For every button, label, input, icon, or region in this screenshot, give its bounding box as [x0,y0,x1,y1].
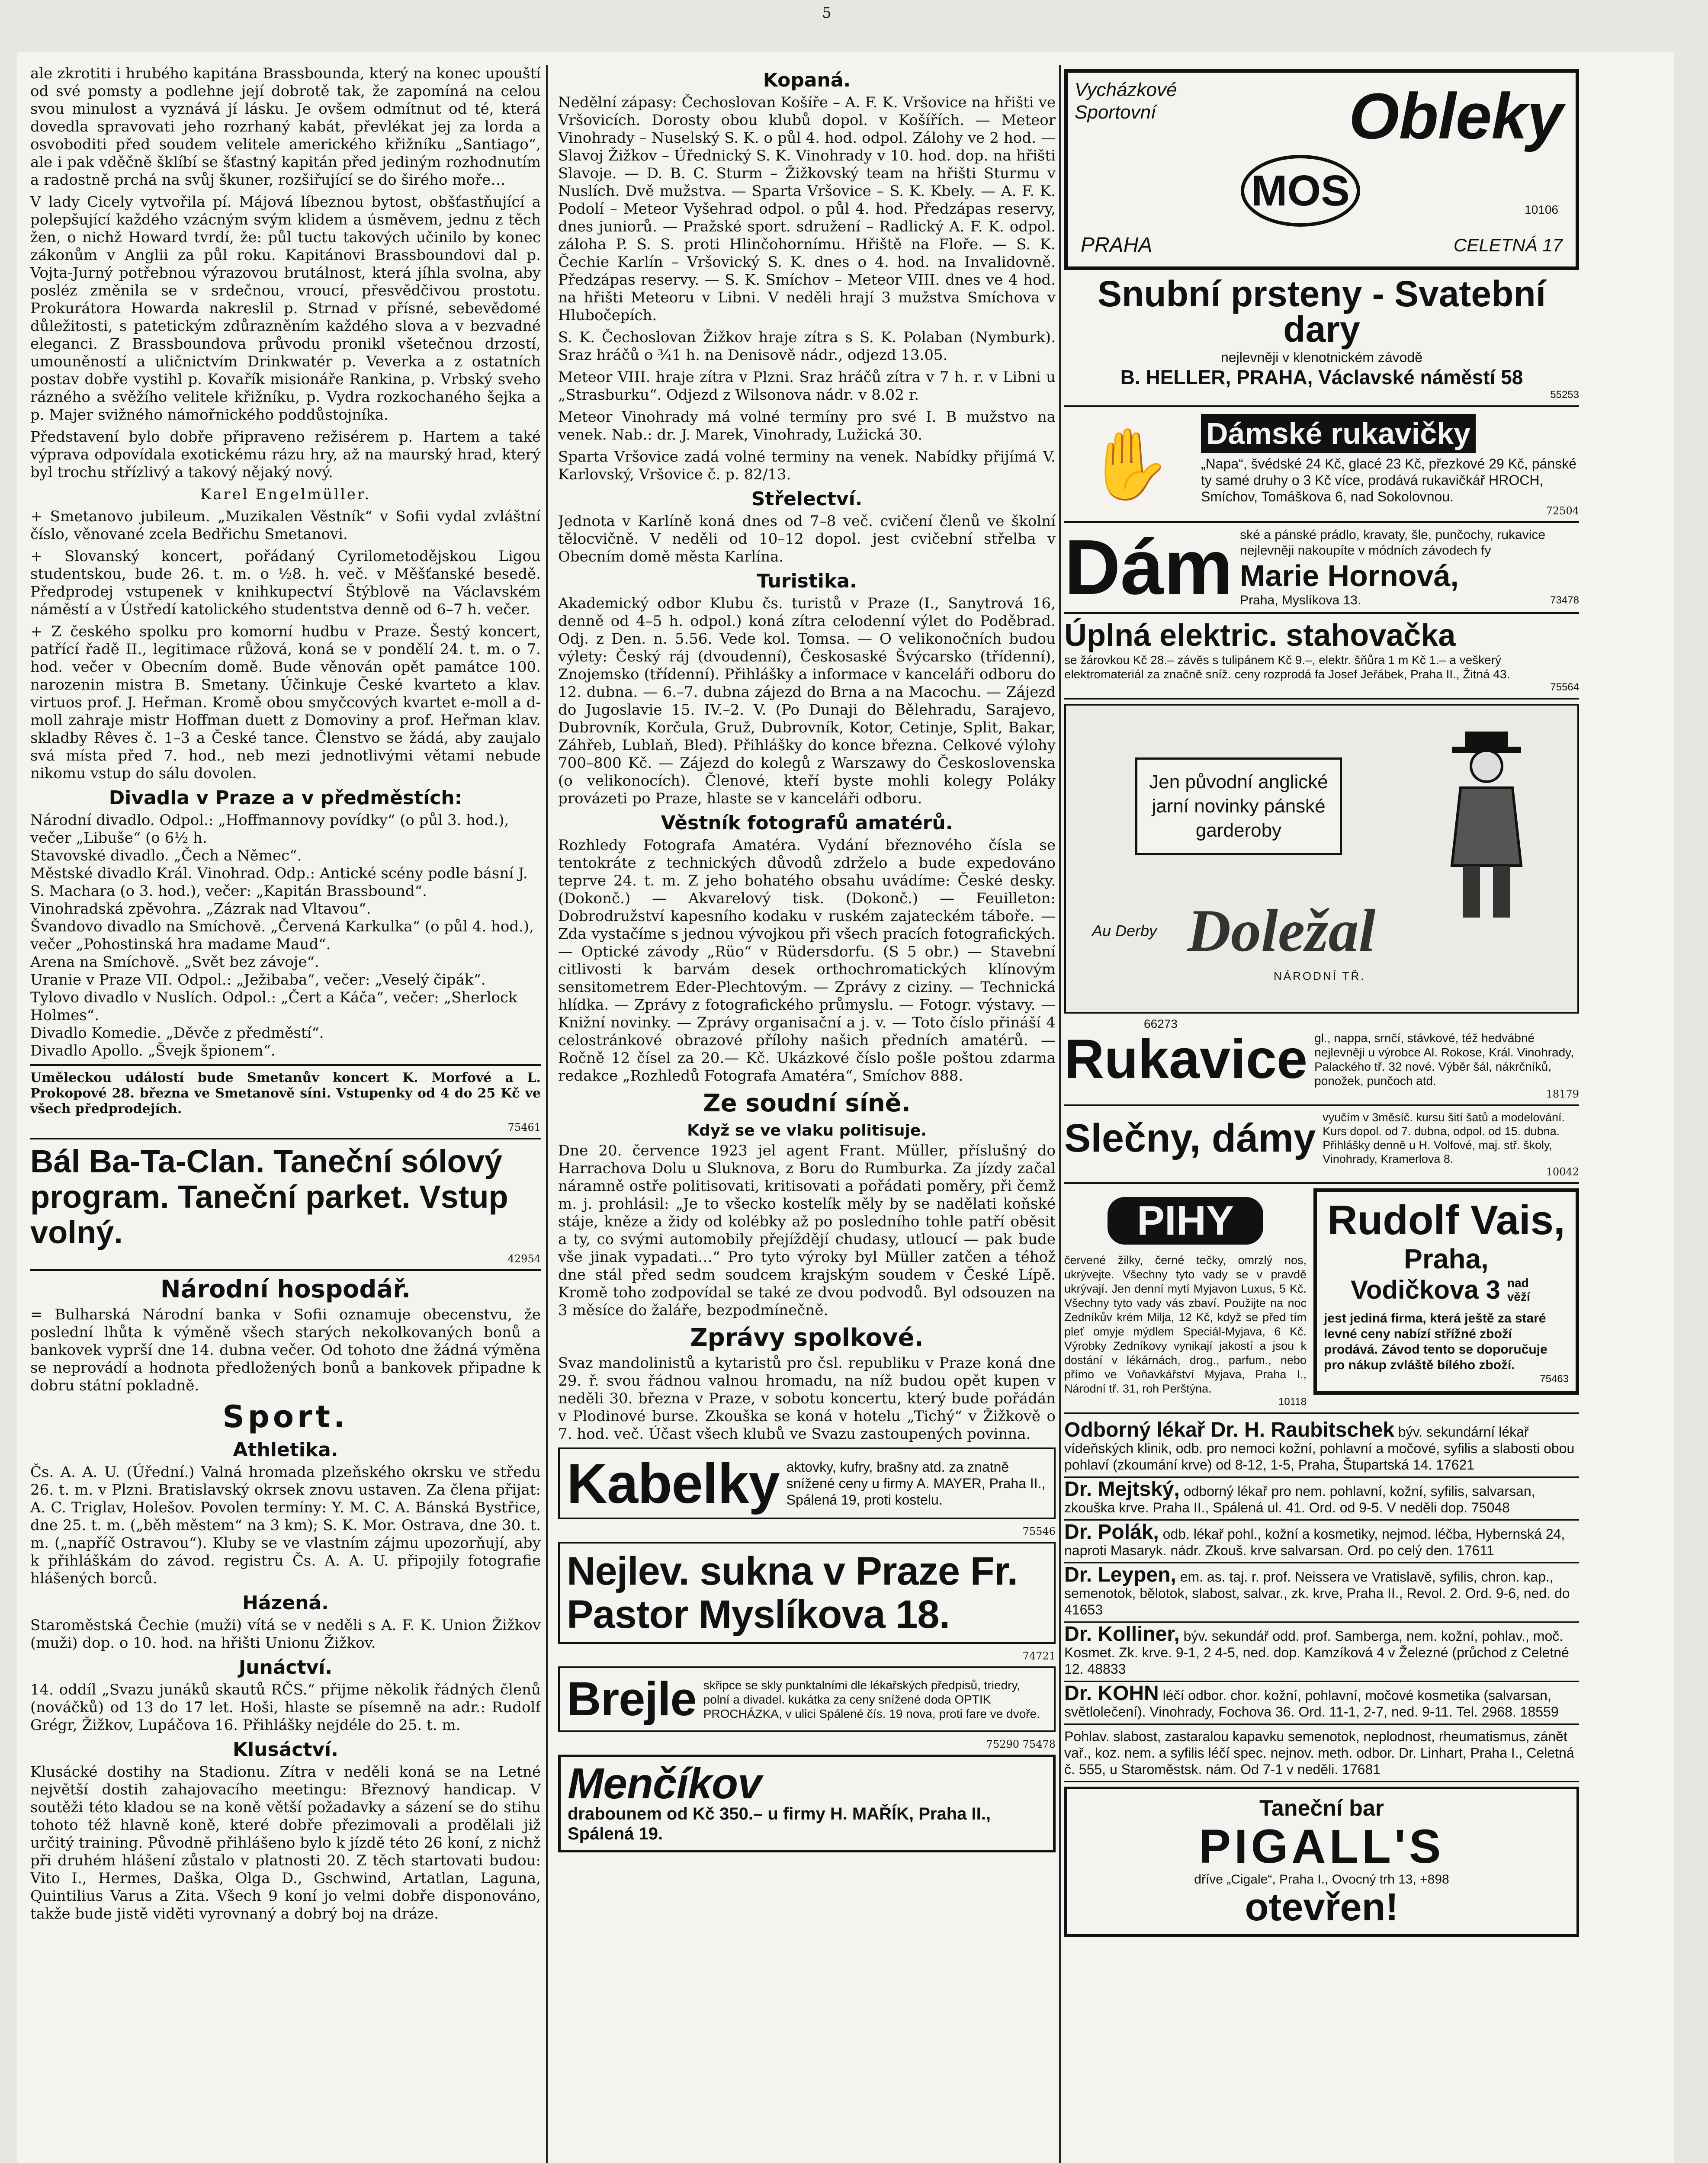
concert-notice: Uměleckou událostí bude Smetanův koncert K. Morfové a L. Prokopové 28. března ve Smetanově síni. Vstupenky od 4 do 25 Kč ve všech předprodejích. [30,1070,541,1117]
ad-title: Doležal [1187,897,1376,964]
obleky-ad [1064,69,1579,270]
doctor-ad [1064,1563,1579,1623]
ad-title: Obleky [1348,80,1563,152]
handball-heading: Házená. [242,1592,329,1614]
lamp-ad [1064,618,1579,693]
ad-side: nad věží [1507,1276,1530,1303]
shooting-text: Jednota v Karlíně koná dnes od 7–8 več. cvičení členů ve školní tělocvičně. V neděli od 10–12 dopol. jest cvičební střelba v Obecním domě města Karlína. [558,513,1056,565]
ad-number: 73478 [1550,594,1579,606]
football-text: S. K. Čechoslovan Žižkov hraje zítra s S. K. Polaban (Nymburk). Sraz hráčů o ¾1 h. na Denisově nádr., odjezd 13.05. [558,329,1056,364]
newspaper-page [17,4,1674,2163]
pastor-ad [558,1542,1056,1644]
ad-number: 75048 [1471,1500,1510,1515]
divider [30,1138,541,1139]
ad-number: 48833 [1087,1661,1126,1677]
football-text: Meteor VIII. hraje zítra v Plzni. Sraz hráčů zítra v 7 h. r. v Libni u „Strasburku“. Odjezd z Wilsonova nádr. v 8.02 r. [558,369,1056,404]
ad-title: Menčíkov [568,1759,761,1808]
ad-number: 18179 [1546,1088,1579,1100]
sport-heading: Sport. [222,1399,349,1435]
ad-title: Snubní prsteny - Svatební dary [1097,273,1546,350]
football-text: Meteor Vinohrady má volné termíny pro své I. B mužstvo na venek. Nab.: dr. J. Marek, Vinohrady, Lužická 30. [558,408,1056,443]
ad-title: Dámské rukavičky [1201,414,1476,453]
news-item: + Smetanovo jubileum. „Muzikalen Věstník“ v Sofii vydal zvláštní číslo, věnované zcela Bedřichu Smetanovi. [30,508,541,543]
trotting-text: Klusácké dostihy na Stadionu. Zítra v neděli koná se na Letné největší dostih zahajovacího meetingu: Březnový handicap. V soutěži této kladou se na koně větší požadavky a sázení se do stihu tohoto též hlavně koně, které dobře přezimovali a prodělali již určitý training. Původně přihlášeno bylo k jízdě této 26 koní, z nichž při druhém hlášení zůstalo v platnosti 20. Z těch startovati budou: Vito I., Hermes, Daška, Olga D., Gschwind, Artatlan, Laguna, Quintilius Varus a Zita. Všech 9 koní jo velmi dobře disponováno, takže bude jistě viděti vyrovnaný a dobrý boj na dráze. [30,1763,541,1922]
ad-text: dříve „Cigale“, Praha I., Ovocný trh 13, +898 [1194,1872,1449,1887]
clubs-heading: Zprávy spolkové. [690,1324,924,1352]
ad-tagline: Vycházkové Sportovní [1075,79,1177,123]
linhart-ad [1064,1725,1579,1782]
ad-text: se žárovkou Kč 28.– závěs s tulipánem Kč 9.–, elektr. šňůra 1 m Kč 1.– a veškerý elektromateriál za značně sníž. ceny rozprodá fa Josef Jeřábek, Praha II., Žitná 43. [1064,653,1510,681]
doctor-text: býv. sekundární lékař vídeňských klinik, odb. pro nemoci kožní, pohlavní a močové, syfilis a slabosti obou pohlaví (zkoumání krve) od 8-12, 1-5, Praha, Štupartská 14. [1064,1424,1575,1473]
doctor-ad [1064,1623,1579,1682]
ad-text: červené žilky, černé tečky, omrzlý nos, ukrývejte. Všechny tyto vady se v pravdě ukrývají. Jen denní mytí Myjavon Luxus, 5 Kč. Všechny tyto vady vás zbaví. Použijte na noc Zedníkův krém Milja, 12 Kč, když se před tím pleť omyje mýdlem Speciál-Myjava, 6 Kč. Výrobky Zedníkovy vynikají jakostí a jsou k dostání v lékárnách, drog., parfum., nebo přímo ve Voňavkářství Myjava, Praha I., Národní tř. 31, roh Perštýna. [1064,1254,1307,1395]
theatre-item: Uranie v Praze VII. Odpol.: „Ježibaba“, večer: „Veselý čipák“. [30,971,486,988]
rokos-ad [1064,1028,1579,1090]
ad-text: vyučím v 3měsíč. kursu šití šatů a modelování. Kurs dopol. od 7. dubna, odpol. od 15. dubna. Přihlášky denně u H. Volfové, maj. stř. školy, Vinohrady, Kramerlova 8. [1323,1111,1565,1165]
doctor-name: Dr. Mejtský, [1064,1478,1180,1501]
football-text: Nedělní zápasy: Čechoslovan Košíře – A. F. K. Vršovice na hřišti ve Vršovicích. Dorosty obou klubů dopol. v Košířích. — Meteor Vinohrady – Nuselský S. K. o půl 4. hod. odpol. Zálohy ve 2 hod. — Slavoj Žižkov – Úřednický S. K. Vinohrady v 10. hod. dop. na hřišti Slavoje. — D. B. C. Sturm – Žižkovský team na hřišti Sturmu v Nuslích. Dvě mužstva. — Sparta Vršovice – S. K. Kbely. — A. F. K. Podolí – Meteor Vyšehrad odpol. o půl 4. hod. Předzápas reservy, dnes juniorů. — Pražské sport. sdružení – Radlický A. F. K. odpol. záloha P. S. S. proti Hlinčohornímu. Hřiště na Floře. — S. K. Čechie Karlín – Vršovický S. K. dnes o 4. hod. na Invalidovně. Předzápas reservy. — S. K. Smíchov – Meteor VIII. dnes ve 4 hod. na hřišti Meteoru v Libni. V neděli hrají 3 mužstva Smíchova v Hlubočepích. [558,94,1056,324]
page-mark: 5 [822,4,832,22]
divider [1064,405,1579,407]
divider [30,1064,541,1066]
ad-address: B. HELLER, PRAHA, Václavské náměstí 58 [1120,366,1523,388]
theatre-list [30,812,541,1060]
pihy-ad [1064,1188,1307,1408]
ad-number: 18559 [1520,1704,1559,1720]
ad-number: 75546 [1022,1525,1056,1537]
theatre-item: Národní divadlo. Odpol.: „Hoffmannovy povídky“ (o půl 3. hod.), večer „Libuše“ (o 6½ h. [30,812,509,847]
ad-title: PIHY [1108,1197,1263,1245]
ad-number: 75461 [507,1121,541,1133]
handball-text: Staroměstská Čechie (muži) vítá se v neděli s A. F. K. Union Žižkov (muži) dop. o 10. hod. na hřišti Unionu Žižkov. [30,1617,541,1652]
economy-text: = Bulharská Národní banka v Sofii oznamuje obecenstvu, že poslední lhůta k výměně všech starých nekolkovaných bonů a bankovek vyprší dne 14. dubna večer. Od tohoto dne žádná výměna se neprovádí a hodnota předložených bonů a bankovek připadne k dobru státní pokladně. [30,1306,541,1394]
ad-number: 10118 [1278,1396,1307,1408]
theatre-item: Divadlo Apollo. „Švejk špionem“. [30,1042,276,1059]
mencikov-ad [558,1755,1056,1852]
football-text: Sparta Vršovice zadá volné terminy na venek. Nabídky přijímá V. Karlovský, Vršovice č. p. 82/13. [558,448,1056,483]
ad-title: PIGALL'S [1199,1820,1445,1873]
left-column [30,65,541,1927]
court-subheading: Když se ve vlaku politisuje. [687,1122,927,1139]
economy-heading: Národní hospodář. [160,1275,411,1303]
review-text: V lady Cicely vytvořila pí. Májová líbeznou bytost, obšťastňující a polepšující každého vzácným svým klidem a úsměvem, jednu z těch žen, o nichž Howard tvrdí, že: půl tuctu takových učinilo by konec zákonům v Anglii za půl roku. Kapitánovi Brassboundovi dal p. Vojta-Jurný potřebnou výrazovou brutálnost, která jíhla svolna, aby posléz změnila se v srdečnou, vroucí, přesvědčivou prostotu. Prokurátora Howarda nakreslil p. Strnad v přísné, sebevědomé důležitosti, s patetickým zdůrazněním každého slova a v bezvadné eleganci. Z Brassboundova průvodu pronikl všetečnou drzostí, umouněností a uličnictvím Drinkwatér p. Veverka a z ostatních postav dobře vystihl p. Kovařík misionáře Rankina, p. Vrbský sveho rázného a svěžího velitele křižníku, p. Vydra rozkochaného šejka a p. Majer svižného námořnického poddůstojníka. [30,193,541,424]
trotting-heading: Klusáctví. [233,1739,338,1761]
doctor-text: býv. sekundář odd. prof. Samberga, nem. kožní, pohlav., moč. Kosmet. Zk. krve. 9-1, 2 4-5, ned. dop. Kamzíková 4 v Železné (průchod z Celetné 12. [1064,1628,1569,1677]
photo-text: Rozhledy Fotografa Amatéra. Vydání březnového čísla se tentokráte z technických důvodů zdrželo a bude expedováno teprve 24. t. m. Z jeho bohatého obsahu uvádíme: České desky. (Dokonč.) — Akvarelový tisk. (Dokonč.) — Feuilleton: Dobrodružství kapesního kodaku v ruském zajateckém táboře. — Zda vystačíme s jednou vývojkou při všech pracích fotografických. — Optické závody „Rüo“ v Rüdersdorfu. (S 5 obr.) — Stavební citlivosti k barvám desek orthochromatických klínovým sensitometrem Eder-Plechtovým. — Zprávy z ciziny. — Technická hlídka. — Zprávy z fotografického průmyslu. — Fotogr. výstavy. — Knižní novinky. — Zprávy organisační a j. v. — Toto číslo přináší 4 celostránkové obrazové přílohy našich předních amatérů. — Ročně 12 čísel za 20.— Kč. Ukázkové číslo pošle poštou zdarma redakce „Rozhledů Fotografa Amatéra“, Smíchov 888. [558,837,1056,1085]
ad-open: otevřen! [1245,1886,1399,1929]
mos-logo: MOS [1241,155,1360,227]
ad-address: Praha, Myslíkova 13. [1240,593,1361,607]
ads-pair [1064,1188,1579,1408]
theatre-item: Divadlo Komedie. „Děvče z předměstí“. [30,1024,324,1042]
theatre-item: Vinohradská zpěvohra. „Zázrak nad Vltavou“. [30,900,371,918]
news-item: + Z českého spolku pro komorní hudbu v Praze. Šestý koncert, patřící řadě II., legitimace růžová, koná se v pondělí 24. t. m. o 7. hod. večer v Obecním domě. Bude věnován opět památce 100. narozenin mistra B. Smetany. Účinkuje České kvarteto a klav. virtuos prof. J. Heřman. Kromě obou smyčcových kvartet e-moll a d-moll zahraje mistr Hoffman duett z Domoviny a prof. Heřman klav. skladby Rêves č. 1–3 a České tance. Členstvo se žádá, aby zaujalo svá místa před 7. hod., neb mezi jednotlivými větami nebude nikomu vstup do sálu dovolen. [30,623,541,782]
ad-text: drabounem od Kč 350.– u firmy H. MAŘÍK, Praha II., Spálená 19. [568,1804,991,1843]
vais-ad [1313,1188,1579,1395]
brejle-ad [558,1666,1056,1732]
ad-number: 75290 75478 [986,1738,1056,1750]
doctor-ad [1064,1418,1579,1478]
doctor-ad [1064,1521,1579,1563]
ad-text: aktovky, kufry, brašny atd. za znatně snížené ceny u firmy A. MAYER, Praha II., Spálená 19, proti kostelu. [786,1459,1046,1508]
column-rule [546,65,548,2163]
athletics-text: Čs. A. A. U. (Úřední.) Valná hromada plzeňského okrsku ve středu 26. t. m. v Plzni. Bratislavský okrsek znovu ustaven. Za člena přijat: A. C. Triglav, Holešov. Povolen termíny: Y. M. C. A. Bánská Bystřice, dne 25. t. m. („běh městem“ na 3 km); S. K. Mor. Ostrava, dne 30. t. m. („napříč Ostravou“). Kluby se ve vlastním zájmu upozorňují, aby k přihláškám do závod. registru Čs. A. A. U. připojily fotografie hlášených borců. [30,1463,541,1587]
divider [30,1269,541,1271]
tourism-text: Akademický odbor Klubu čs. turistů v Praze (I., Sanytrová 16, denně od 4–5 h. odpol.) koná zítra celodenní výlet do Poděbrad. Odj. z Den. n. 5.56. Vede kol. Tomsa. — O velikonočních budou výlety: Český ráj (dvoudenní), Českosaské Švýcarsko (třídenní), Znojemsko (třídenní). Přihlášky a informace v kanceláři odboru do 12. dubna. — 6.–7. dubna zájezd do Brna a na Macochu. — Zájezd do Jugoslavie 15. IV.–2. V. (Po Dunaji do Bělehradu, Sarajevo, Dubrovník, Korčula, Gruž, Dubrovník, Kotor, Cetinje, Split, Bakar, Záhřeb, Lublaň, Bled). Přihlášky do konce března. Celkové výlohy 700–800 Kč. — Zájezd do kolegů z Warszawy do Československa (o velikonocích). Členové, kteří byste mohli kolegy Poláky provázeti po Praze, hlaste se v kanceláři odboru. [558,595,1056,807]
doctor-ad [1064,1478,1579,1521]
tourism-heading: Turistika. [757,570,857,592]
ad-text: gl., nappa, srnčí, stávkové, též hedvábné nejlevněji u výrobce Al. Rokose, Král. Vinohrady, Palackého tř. 32 nové. Výběr šál, nákrčníků, ponožek, punčoch atd. [1314,1031,1574,1088]
doctor-text: odborný lékař pro nem. pohlavní, kožní, syfilis, salvarsan, zkouška krve. Praha II., Spálená ul. 41. Ord. od 9-5. V neděli dop. [1064,1483,1535,1515]
athletics-heading: Athletika. [233,1439,338,1461]
divider [1064,1104,1579,1106]
ad-sub: Au Derby [1092,922,1157,940]
ad-text: nejlevněji v klenotnickém závodě [1220,350,1423,365]
ad-address: CELETNÁ 17 [1453,235,1563,255]
photo-heading: Věstník fotografů amatérů. [661,812,953,834]
volfova-ad [1064,1110,1579,1166]
ad-address: NÁRODNÍ TŘ. [1274,969,1366,982]
ad-text: jest jediná firma, která ještě za staré levné ceny nabízí střížné zboží prodává. Závod tento se doporučuje pro nákup zvláště bílého zboží. [1324,1311,1547,1372]
ad-number: 10106 [1525,203,1558,216]
gloves-icon: ✋ [1086,424,1172,504]
review-text: ale zkrotiti i hrubého kapitána Brassbounda, který na konec upouští od své pomsty a podlehne její dobrotě tak, že zapomíná na celou svou minulost a vyznává jí lásku. Je ovšem odmítnut od té, která dovedla spravovati jeho rozrhaný kabát, převlékat jej za lorda a osvoboditi před soudem velitele amerického křižníku „Santiago“, ale i pak vděčně šklíbí se šťastný kapitán před jediným rozhodnutím a radostně prchá na svůj škuner, rozšiřující se do širého moře… [30,65,541,189]
divider [1064,612,1579,614]
ad-title: Úplná elektric. stahovačka [1064,618,1456,653]
ad-city: PRAHA [1081,234,1153,257]
doctor-text: em. as. taj. r. prof. Neissera ve Vratislavě, syfilis, chron. kap., semenotok, bělotok, slabost, salvar., zk. krve, Praha II., Revol. 2. Ord. 9-6, ned. do [1064,1569,1570,1601]
ad-number: 17681 [1342,1762,1381,1777]
hornova-ad [1064,524,1579,611]
ad-address: Vodičkova 3 [1351,1275,1500,1304]
ad-number: 42954 [507,1253,541,1265]
gentleman-figure-icon [1422,723,1551,922]
ad-slogan: Jen původní anglické jarní novinky pánské garderoby [1135,757,1342,855]
middle-column [558,65,1056,1858]
clubs-text: Svaz mandolinistů a kytaristů pro čsl. republiku v Praze koná dne 29. ř. svou řádnou valnou hromadu, na níž budou opět kupen v neděli 30. března v Praze, v sobotu koncertu, který bude pořádán v Plodinové burse. Zkouška se koná v hotelu „Tichý“ v Žižkově o 7. hod. več. Účast všech klubů ve Svazu zastoupených povinna. [558,1354,1056,1443]
football-heading: Kopaná. [763,69,851,91]
scouting-text: 14. oddíl „Svazu junáků skautů RČS.“ přijme několik řádných členů (nováčků) od 13 do 17 let. Hoši, hlaste se písemně na adr.: Rudolf Grégr, Žižkov, Lupáčova 16. Přihlášky nejdéle do 25. t. m. [30,1681,541,1734]
bataclan-ad: Bál Ba-Ta-Clan. Taneční sólový program. Taneční parket. Vstup volný. [30,1143,508,1250]
ad-title: Kabelky [567,1452,780,1515]
ad-name: Marie Hornová, [1240,559,1459,593]
divider [1064,1182,1579,1184]
theatre-item: Arena na Smíchově. „Svět bez závoje“. [30,953,319,971]
theatre-item: Městské divadlo Král. Vinohrad. Odp.: Antické scény podle básní J. S. Machara (o 3. hod.), večer: „Kapitán Brassbound“. [30,865,528,900]
ad-text: „Napa“, švédské 24 Kč, glacé 23 Kč, přezkové 29 Kč, pánské ty samé druhy o 3 Kč více, prodává rukavičkář HROCH, Smíchov, Tomáškova 6, nad Sokolovnou. [1201,456,1577,504]
ad-number: 41653 [1064,1602,1103,1617]
wedding-rings-ad [1064,273,1579,401]
ad-title: Rudolf Vais, [1327,1197,1565,1243]
court-heading: Ze soudní síně. [703,1089,911,1117]
kabelky-ad [558,1447,1056,1519]
ad-number: 55253 [1550,389,1579,401]
gloves-ad [1064,411,1579,517]
divider [1064,698,1579,700]
ad-text: skřipce se skly punktalními dle lékařských předpisů, triedry, polní a divadel. kukátka za ceny snížené doda OPTIK PROCHÁZKA, v ulici Spálené čís. 19 nova, proti fare ve dvoře. [703,1678,1040,1720]
court-text: Dne 20. července 1923 jel agent Frant. Müller, příslušný do Harrachova Dolu u Sluknova, z Boru do Rumburka. Za jízdy začal náramně ostře politisovati, kritisovati a pořádati poměry, při čemž m. j. prohlásil: „Je to všecko kostelík měly by se nadělati koňské stáje, kněze a židy od kolébky až po posledního tohle patří oběsit a ty, co svými automobily přejíždějí chudasy, utloucí — pak bude vše jinak vypadati…“ Pro tyto výroky byl Müller zatčen a téhož dne stál před sedm soudcem krajským soudem v České Lípě. Kromě toho zodpovídal se také ze dvou podvodů. Byl odsouzen na 3 měsíce do žaláře, bezpodmínečně. [558,1142,1056,1319]
ad-text: Pohlav. slabost, zastaralou kapavku semenotok, neplodnost, rheumatismus, zánět vař., koz. nem. a syfilis léčí spec. nejnov. meth. odbor. Dr. Linhart, Praha I., Celetná č. 555, u Staroměstsk. nám. Od 7-1 v neděli. [1064,1729,1574,1777]
dolezal-ad [1064,704,1579,1030]
column-rule [1059,65,1061,2163]
ad-city: Praha, [1404,1243,1489,1274]
theatre-item: Švandovo divadlo na Smíchově. „Červená Karkulka“ (o půl 4. hod.), večer „Pohostinská hra madame Maud“. [30,918,534,953]
review-signature: Karel Engelmüller. [200,486,371,503]
doctor-text: odb. lékař pohl., kožní a kosmetiky, nejmod. léčba, Hybernská 24, naproti Masaryk. nádr. Zkouš. krve salvarsan. Ord. po celý den. [1064,1526,1565,1558]
news-item: + Slovanský koncert, pořádaný Cyrilometodějskou Ligou studentskou, bude 26. t. m. o ½8. h. več. v Měšťanské besedě. Předprodej vstupenek v knihkupectví Štýblově na Václavském náměstí a v Ústředí katolického studentstva denně od 6–7 h. večer. [30,548,541,618]
ad-title: Brejle [567,1672,697,1726]
ad-number: 17621 [1436,1457,1475,1473]
theatre-heading: Divadla v Praze a v předměstích: [109,787,462,809]
ad-title: Slečny, dámy [1064,1116,1316,1160]
right-column [1064,65,1579,1943]
ad-number: 66273 [1144,1017,1178,1030]
theatre-item: Stavovské divadlo. „Čech a Němec“. [30,847,302,864]
doctor-name: Dr. Polák, [1064,1521,1159,1544]
review-text: Představení bylo dobře připraveno režisérem p. Hartem a také výprava odpovídala exotickému rázu hry, až na maurský hrad, který byl trochu střízlivý a takový nějaký nový. [30,428,541,481]
doctor-text: léčí odbor. chor. kožní, pohlavní, močové kosmetika (salvarsan, světlolečení). Vinohrady, Fochova 36. Ord. 11-1, 2-7, ned. 9-11. Tel. 2968. [1064,1688,1551,1720]
pigalls-ad [1064,1787,1579,1937]
doctor-name: Odborný lékař Dr. H. Raubitschek [1064,1418,1394,1441]
ad-heading: Taneční bar [1259,1796,1384,1821]
theatre-item: Tylovo divadlo v Nuslích. Odpol.: „Čert a Káča“, večer: „Sherlock Holmes“. [30,989,517,1024]
ad-title: Rukavice [1064,1028,1308,1090]
doctor-name: Dr. KOHN [1064,1682,1159,1705]
ad-number: 10042 [1546,1166,1579,1178]
divider [1064,521,1579,523]
ad-title: Dám [1064,524,1233,611]
divider [1064,1412,1579,1414]
ad-number: 74721 [1022,1650,1056,1662]
ad-number: 72504 [1546,505,1579,517]
doctors-list [1064,1418,1579,1725]
doctor-name: Dr. Kolliner, [1064,1623,1180,1646]
ad-text: ské a pánské prádlo, kravaty, šle, punčochy, rukavice nejlevněji nakoupíte v módních závodech fy [1240,528,1546,558]
ad-title: Nejlev. sukna v Praze Fr. Pastor Myslíkova 18. [567,1549,1018,1637]
ad-number: 17611 [1457,1543,1494,1558]
doctor-name: Dr. Leypen, [1064,1563,1176,1586]
scouting-heading: Junáctví. [238,1656,333,1678]
shooting-heading: Střelectví. [751,488,863,510]
doctor-ad [1064,1682,1579,1725]
ad-number: 75463 [1540,1373,1569,1385]
ad-number: 75564 [1550,681,1579,693]
